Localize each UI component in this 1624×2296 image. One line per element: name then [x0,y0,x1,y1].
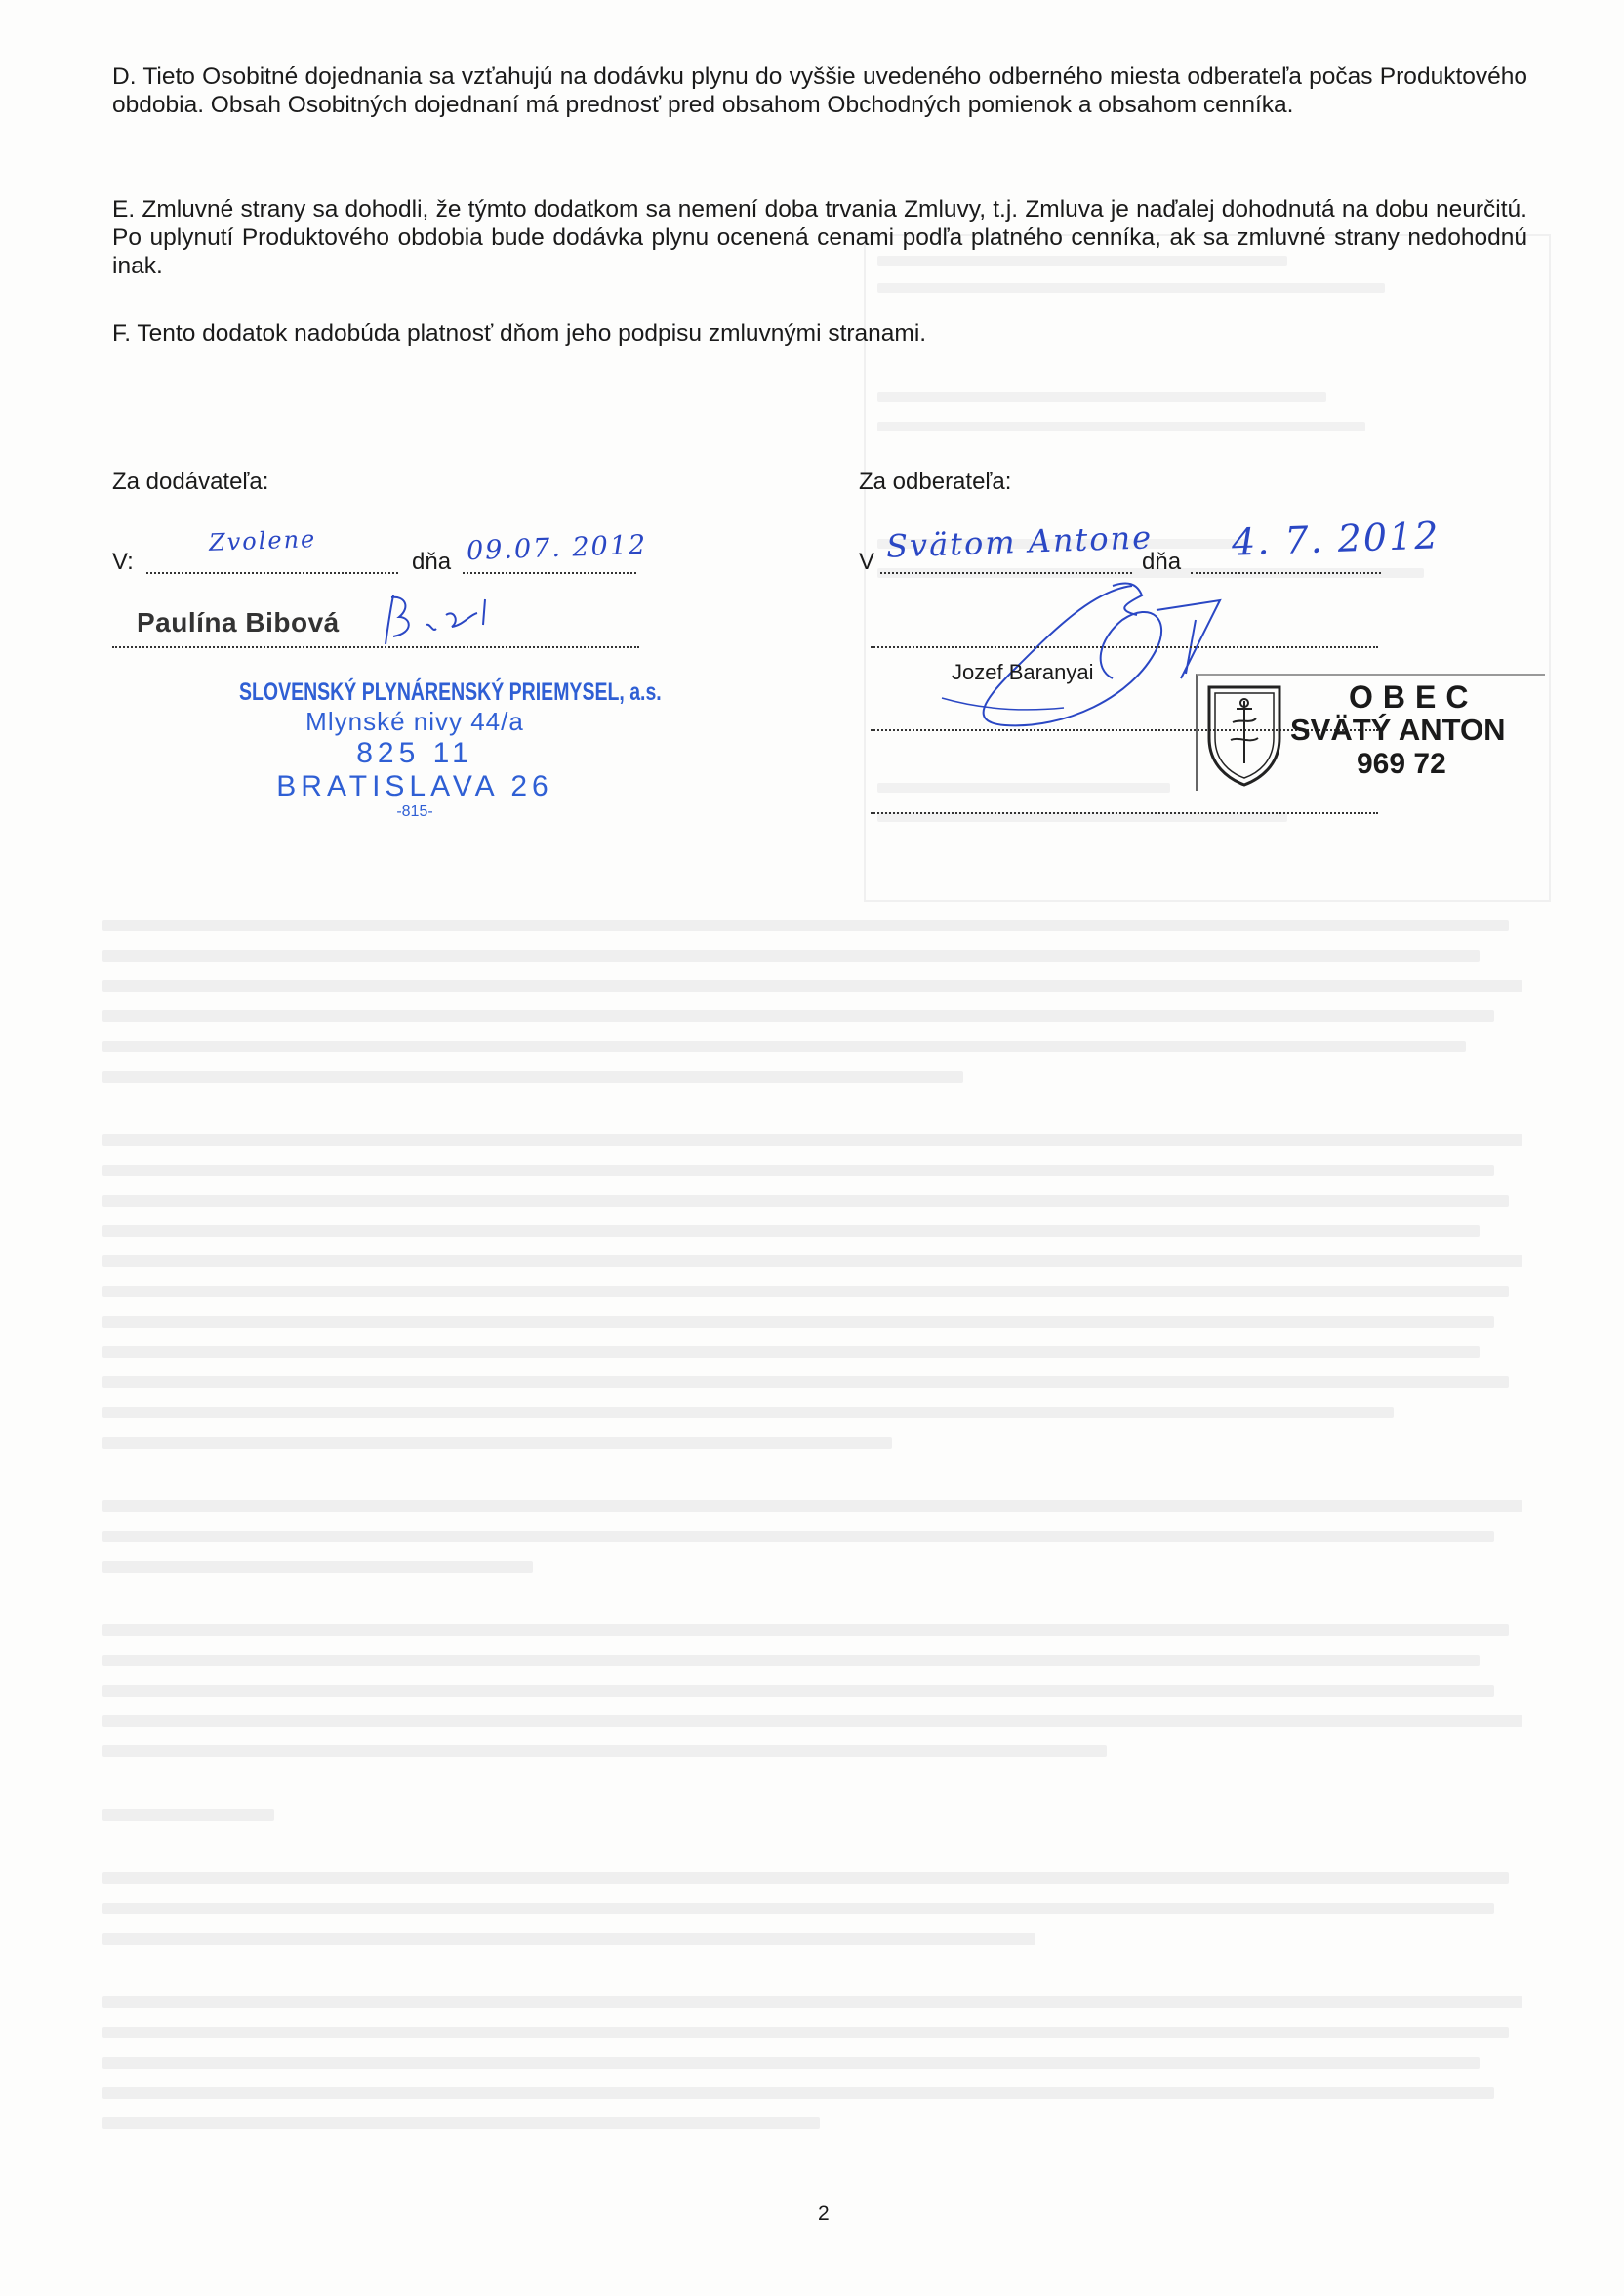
customer-date-handwritten: 4. 7. 2012 [1231,513,1441,564]
supplier-signatory-name: Paulína Bibová [137,607,340,637]
customer-line-3 [871,812,1378,814]
paragraph-e: E. Zmluvné strany sa dohodli, že týmto dodatkom sa nemení doba trvania Zmluvy, t.j. Zmluva je naďalej dohodnutá na dobu neurčitú. Po uplynutí Produktového obdobia bude dodávka plynu ocenená cenami podľa platného cenníka, ak sa zmluvné strany nedohodnú inak. [112,196,1527,279]
customer-signature-line [871,646,1378,648]
supplier-stamp [239,678,662,821]
customer-stamp-name: SVÄTÝ ANTON [1290,713,1506,747]
customer-stamp-zip: 969 72 [1357,748,1446,780]
customer-place-handwritten: Svätom Antone [885,518,1154,565]
customer-stamp [1196,674,1545,791]
supplier-stamp-street: Mlynské nivy 44/a [305,707,524,736]
customer-signatory-name: Jozef Baranyai [952,660,1094,684]
supplier-signature-line [112,646,639,648]
page-number: 2 [818,2202,830,2225]
supplier-place-prefix: V: [112,549,134,575]
supplier-stamp-city: 825 11 BRATISLAVA 26 [276,737,553,802]
customer-heading: Za odberateľa: [859,469,1012,495]
bleed-through-text [102,920,1537,2148]
supplier-date-handwritten: 09.07. 2012 [466,529,648,567]
customer-stamp-obec: OBEC [1349,679,1479,715]
supplier-signature [376,586,512,654]
supplier-place-line [146,572,398,574]
customer-place-prefix: V [859,549,875,575]
supplier-date-line [463,572,636,574]
municipal-coat-of-arms-icon [1201,679,1287,787]
supplier-place-handwritten: Zvolene [208,525,317,556]
supplier-heading: Za dodávateľa: [112,469,269,495]
supplier-stamp-code: -815- [396,803,433,820]
paragraph-d: D. Tieto Osobitné dojednania sa vzťahujú na dodávku plynu do vyššie uvedeného odberného miesta odberateľa počas Produktového obdobia. Obsah Osobitných dojednaní má prednosť pred obsahom Obchodných pomienok a obsahom cenníka. [112,63,1527,118]
paragraph-f: F. Tento dodatok nadobúda platnosť dňom jeho podpisu zmluvnými stranami. [112,320,927,347]
supplier-date-prefix: dňa [412,549,452,575]
customer-date-prefix: dňa [1142,549,1182,575]
supplier-stamp-company: SLOVENSKÝ PLYNÁRENSKÝ PRIEMYSEL, a.s. [239,678,662,706]
